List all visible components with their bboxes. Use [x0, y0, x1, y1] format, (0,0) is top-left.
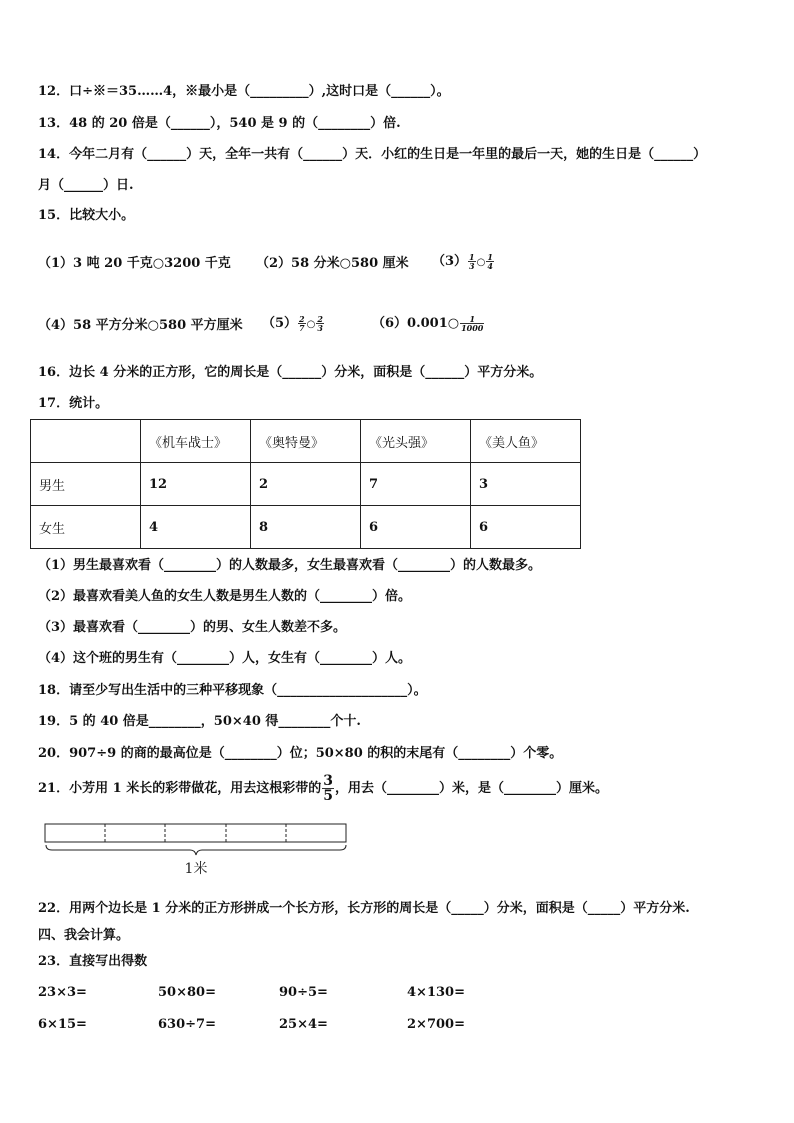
ribbon-diagram: [44, 823, 350, 879]
fraction: $\frac{1}{3}$: [469, 252, 475, 271]
table-cell: 4: [141, 506, 251, 549]
table-header-cell: [31, 420, 141, 463]
table-header-cell: 《美人鱼》: [471, 420, 581, 463]
fraction: $\frac{1}{4}$: [487, 252, 493, 271]
fraction: $\frac{3}{5}$: [323, 773, 333, 804]
table-cell: 3: [471, 463, 581, 506]
question-16: 16．边长 4 分米的正方形，它的周长是（______）分米，面积是（______）平方分米。: [38, 365, 543, 380]
section-heading: 四、我会计算。: [38, 928, 130, 943]
calc-item: 6×15=: [38, 1017, 87, 1032]
table-cell: 女生: [31, 506, 141, 549]
question-20: 20．907÷9 的商的最高位是（________）位；50×80 的积的末尾有（________）个零。: [38, 746, 563, 761]
question-22: 22．用两个边长是 1 分米的正方形拼成一个长方形，长方形的周长是（_____）分米，面积是（_____）平方分米.: [38, 901, 690, 916]
table-header-row: [31, 420, 581, 463]
table-cell: 12: [141, 463, 251, 506]
table-cell: 7: [361, 463, 471, 506]
question-14-line1: 14．今年二月有（______）天，全年一共有（______）天．小红的生日是一年里的最后一天，她的生日是（______）: [38, 147, 707, 162]
question-15-title: 15．比较大小。: [38, 208, 135, 223]
fraction: $\frac{2}{3}$: [317, 314, 323, 333]
question-17-title: 17．统计。: [38, 396, 109, 411]
question-21: 21．小芳用 1 米长的彩带做花，用去这根彩带的 $\frac{3}{5}$ ，用去（________）米，是（________）厘米。: [38, 773, 608, 804]
calc-item: 2×700=: [407, 1017, 465, 1032]
calc-item: 4×130=: [407, 985, 465, 1000]
question-23-title: 23．直接写出得数: [38, 954, 148, 969]
table-header-cell: 《光头强》: [361, 420, 471, 463]
calc-item: 50×80=: [158, 985, 216, 1000]
question-17-sub-2: （2）最喜欢看美人鱼的女生人数是男生人数的（________）倍。: [38, 589, 412, 604]
compare-item-1: （1）3 吨 20 千克○3200 千克: [38, 256, 231, 271]
question-14-line2: 月（______）日.: [38, 178, 134, 193]
compare-item-6: （6）0.001○ $\frac{1}{1000}$: [372, 314, 484, 333]
ribbon-bar: [45, 824, 346, 842]
question-17-sub-3: （3）最喜欢看（________）的男、女生人数差不多。: [38, 620, 347, 635]
ribbon-label: 1米: [184, 861, 208, 877]
question-17-sub-1: （1）男生最喜欢看（________）的人数最多，女生最喜欢看（________）的人数最多。: [38, 558, 542, 573]
question-12: 12．口÷※＝35……4，※最小是（_________）,这时口是（______）。: [38, 84, 450, 99]
table-header-cell: 《机车战士》: [141, 420, 251, 463]
compare-item-5: （5） $\frac{2}{7}$ ○ $\frac{2}{3}$: [262, 314, 323, 333]
compare-item-4: （4）58 平方分米○580 平方厘米: [38, 318, 243, 333]
compare-item-3: （3） $\frac{1}{3}$ ○ $\frac{1}{4}$: [432, 252, 493, 271]
question-17-sub-4: （4）这个班的男生有（________）人，女生有（________）人。: [38, 651, 412, 666]
calc-item: 23×3=: [38, 985, 87, 1000]
table-cell: 8: [251, 506, 361, 549]
table-cell: 6: [471, 506, 581, 549]
table-cell: 6: [361, 506, 471, 549]
calc-item: 630÷7=: [158, 1017, 216, 1032]
table-cell: 男生: [31, 463, 141, 506]
question-13: 13．48 的 20 倍是（______），540 是 9 的（________）倍.: [38, 116, 401, 131]
table-cell: 2: [251, 463, 361, 506]
question-18: 18．请至少写出生活中的三种平移现象（____________________）。: [38, 683, 427, 698]
table-header-cell: 《奥特曼》: [251, 420, 361, 463]
table-row: [31, 506, 581, 549]
statistics-table: [30, 419, 581, 549]
fraction: $\frac{1}{1000}$: [461, 314, 484, 333]
ribbon-brace: [46, 845, 346, 855]
calc-item: 90÷5=: [279, 985, 328, 1000]
compare-item-2: （2）58 分米○580 厘米: [256, 256, 409, 271]
calc-item: 25×4=: [279, 1017, 328, 1032]
fraction: $\frac{2}{7}$: [299, 314, 305, 333]
table-row: [31, 463, 581, 506]
question-19: 19．5 的 40 倍是________，50×40 得________个十.: [38, 714, 361, 729]
